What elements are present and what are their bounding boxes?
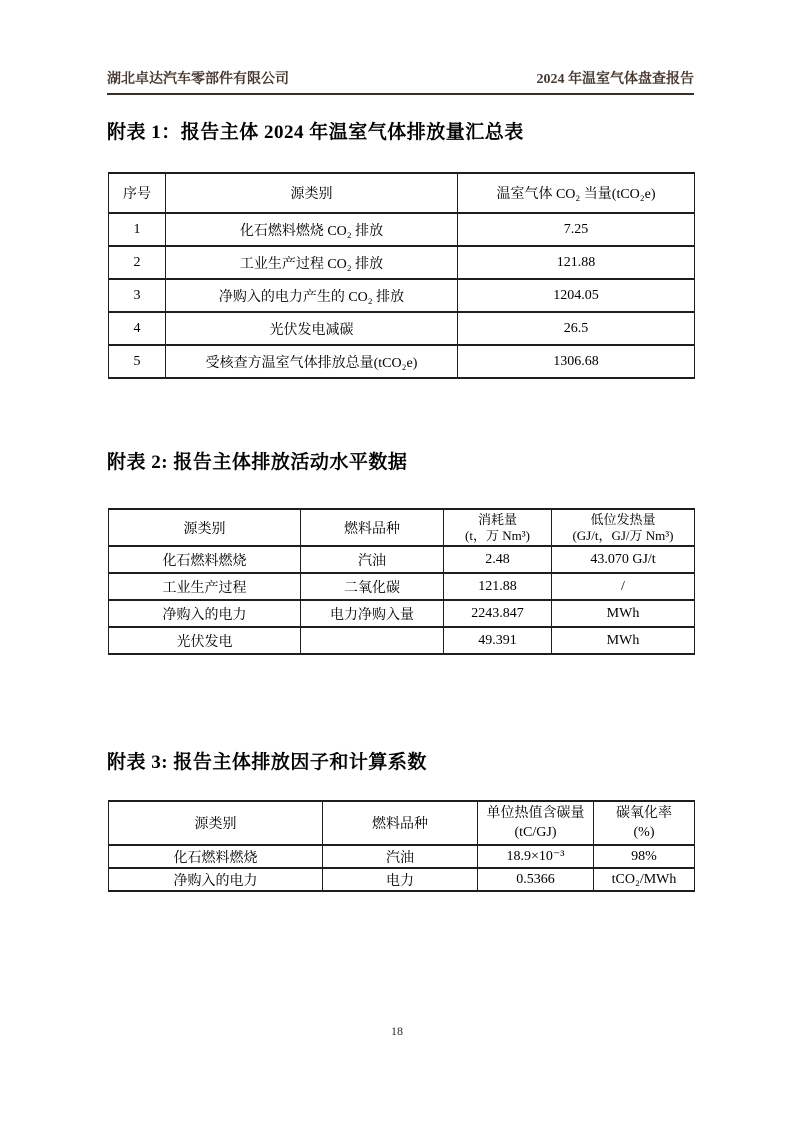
table3-col-source: 源类别: [109, 801, 323, 845]
table2-title: 附表 2: 报告主体排放活动水平数据: [107, 452, 408, 473]
row-source: 光伏发电减碳: [166, 312, 458, 345]
row-heat: MWh: [552, 600, 695, 627]
table-row: [109, 546, 695, 573]
row-value: 26.5: [458, 312, 695, 345]
emission-factor-table: [108, 800, 695, 892]
table-row: [109, 868, 695, 891]
row-source: 化石燃料燃烧: [109, 546, 301, 573]
row-fuel: [301, 627, 444, 654]
table-row: [109, 213, 695, 246]
row-index: 3: [109, 279, 166, 312]
col-oxidation-line1: 碳氧化率: [616, 806, 672, 821]
table2-header-row: [109, 509, 695, 546]
row-consumption: 2.48: [444, 546, 552, 573]
table-row: [109, 345, 695, 378]
row-fuel: 电力净购入量: [301, 600, 444, 627]
col-carbon-line1: 单位热值含碳量: [486, 806, 585, 821]
table1-col-index: 序号: [109, 173, 166, 213]
table2-col-fuel: 燃料品种: [301, 509, 444, 546]
col-heat-line2: (GJ/t，GJ/万 Nm³): [572, 527, 674, 543]
table-row: [109, 279, 695, 312]
table1-title: 附表 1：报告主体 2024 年温室气体排放量汇总表: [107, 122, 524, 143]
header-report-title: 2024 年温室气体盘查报告: [536, 72, 694, 87]
row-value: 7.25: [458, 213, 695, 246]
table3-col-oxidation-rate: [594, 801, 695, 845]
col-carbon-line2: (tC/GJ): [514, 825, 557, 840]
table3-col-carbon-content: [478, 801, 594, 845]
activity-data-table: [108, 508, 695, 655]
table1-col-co2e: 温室气体 CO₂ 当量(tCO₂e): [458, 173, 695, 213]
emission-summary-table: [108, 172, 695, 379]
row-index: 5: [109, 345, 166, 378]
row-source: 工业生产过程: [109, 573, 301, 600]
row-carbon: 18.9×10⁻³: [478, 845, 594, 868]
row-heat: MWh: [552, 627, 695, 654]
table-row: [109, 600, 695, 627]
col-consumption-line1: 消耗量: [477, 511, 517, 527]
table-row: [109, 246, 695, 279]
row-carbon: 0.5366: [478, 868, 594, 891]
table3-header-row: [109, 801, 695, 845]
row-oxidation: 98%: [594, 845, 695, 868]
row-heat: 43.070 GJ/t: [552, 546, 695, 573]
table3-title: 附表 3: 报告主体排放因子和计算系数: [107, 752, 427, 773]
row-index: 2: [109, 246, 166, 279]
row-fuel: 二氧化碳: [301, 573, 444, 600]
page-number: 18: [391, 1024, 403, 1038]
table-row: [109, 573, 695, 600]
table2-col-consumption: [444, 509, 552, 546]
row-heat: /: [552, 573, 695, 600]
row-fuel: 电力: [323, 868, 478, 891]
row-value: 1204.05: [458, 279, 695, 312]
row-source: 化石燃料燃烧: [109, 845, 323, 868]
col-heat-line1: 低位发热量: [590, 511, 656, 527]
page-header: [107, 70, 694, 95]
row-source: 工业生产过程 CO₂ 排放: [166, 246, 458, 279]
table-row: [109, 845, 695, 868]
table2-col-heat-value: [552, 509, 695, 546]
row-source: 净购入的电力产生的 CO₂ 排放: [166, 279, 458, 312]
row-fuel: 汽油: [323, 845, 478, 868]
header-company-name: 湖北卓达汽车零部件有限公司: [107, 72, 289, 87]
table-row: [109, 312, 695, 345]
row-oxidation: tCO₂/MWh: [594, 868, 695, 891]
col-consumption-line2: (t，万 Nm³): [465, 527, 530, 543]
row-source: 净购入的电力: [109, 600, 301, 627]
col-oxidation-line2: (%): [633, 825, 655, 840]
row-source: 受核查方温室气体排放总量(tCO₂e): [166, 345, 458, 378]
row-value: 121.88: [458, 246, 695, 279]
row-index: 1: [109, 213, 166, 246]
row-index: 4: [109, 312, 166, 345]
table3-col-fuel: 燃料品种: [323, 801, 478, 845]
row-fuel: 汽油: [301, 546, 444, 573]
table1-col-source: 源类别: [166, 173, 458, 213]
row-value: 1306.68: [458, 345, 695, 378]
row-consumption: 49.391: [444, 627, 552, 654]
row-source: 化石燃料燃烧 CO₂ 排放: [166, 213, 458, 246]
row-source: 净购入的电力: [109, 868, 323, 891]
table2-col-source: 源类别: [109, 509, 301, 546]
table1-header-row: [109, 173, 695, 213]
row-consumption: 121.88: [444, 573, 552, 600]
table-row: [109, 627, 695, 654]
row-consumption: 2243.847: [444, 600, 552, 627]
row-source: 光伏发电: [109, 627, 301, 654]
